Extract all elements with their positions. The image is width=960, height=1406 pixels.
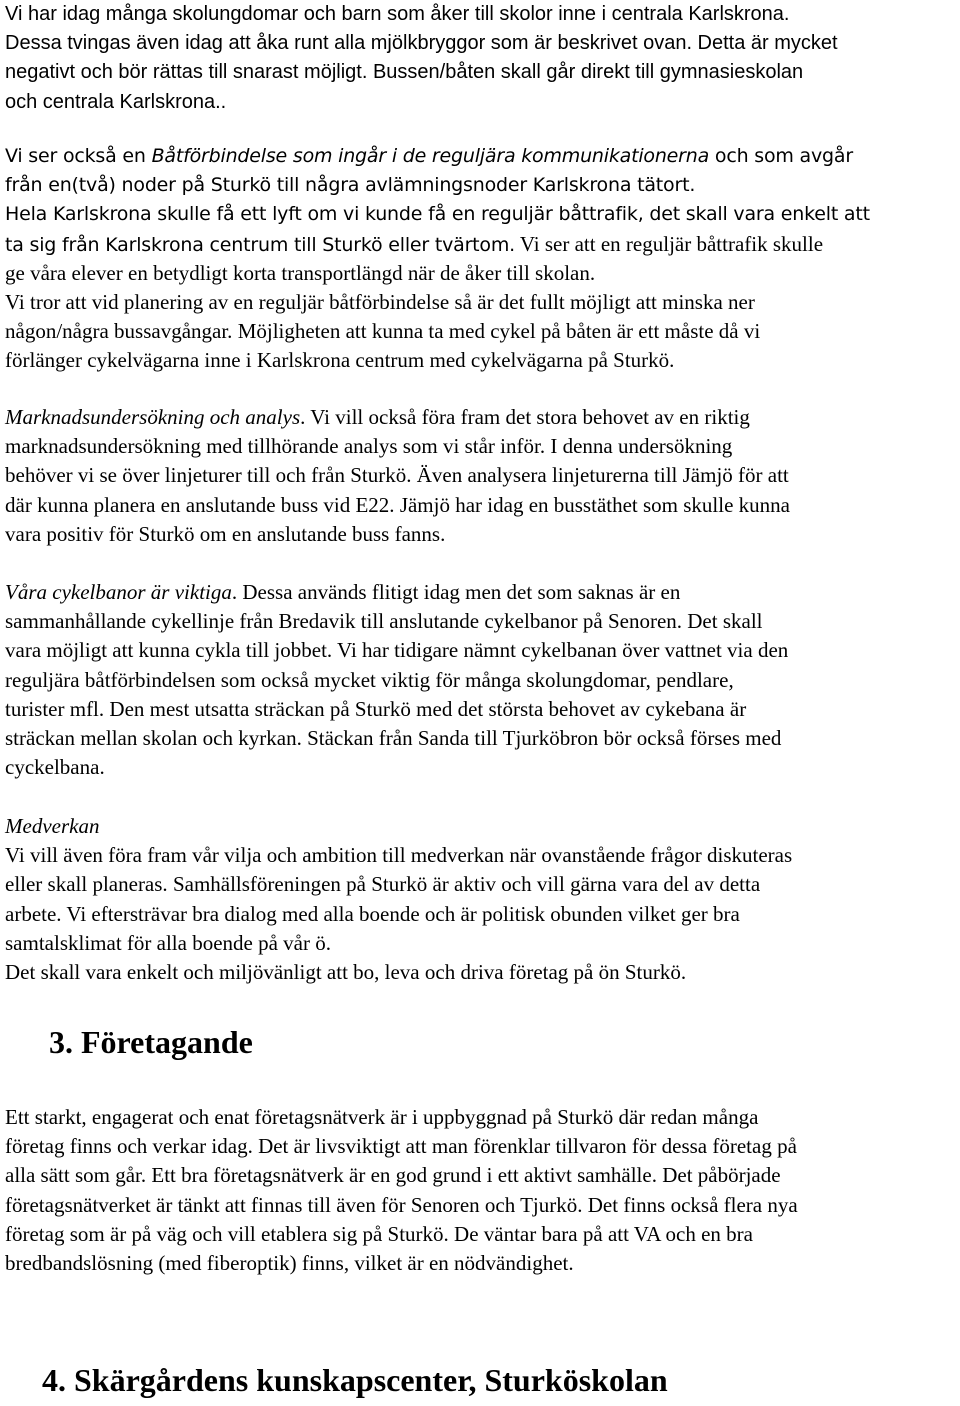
text-line: Vi tror att vid planering av en reguljär båtförbindelse så är det fullt möjligt att minska ner (5, 289, 755, 314)
text-line: reguljära båtförbindelsen som också mycket viktig för många skolungdomar, pendlare, (5, 667, 734, 692)
text-line: alla sätt som går. Ett bra företagsnätverk är en god grund i ett aktivt samhälle. Det påbörjade (5, 1163, 781, 1188)
text-line: turister mfl. Den mest utsatta sträckan på Sturkö med det största behovet av cykebana är (5, 696, 747, 721)
text-line: företag som är på väg och vill etablera sig på Sturkö. De väntar bara på att VA och en bra (5, 1221, 753, 1246)
paragraph-cycle-paths (5, 578, 957, 782)
paragraph-school-youth (5, 0, 957, 117)
text-line: ge våra elever en betydligt korta transportlängd när de åker till skolan. (5, 260, 596, 285)
text-line: Hela Karlskrona skulle få ett lyft om vi kunde få en reguljär båttrafik, det skall vara enkelt att (5, 203, 870, 226)
text-line: negativt och bör rättas till snarast möjligt. Bussen/båten skall går direkt till gymnasieskolan (5, 61, 804, 84)
text-line: Våra cykelbanor är viktiga. Dessa används flitigt idag men det som saknas är en (5, 580, 681, 604)
text-line: sträckan mellan skolan och kyrkan. Stäckan från Sanda till Tjurköbron bör också förses med (5, 725, 782, 750)
paragraph-market-research (5, 403, 957, 549)
paragraph-boat-connection (5, 142, 957, 376)
text-line: samtalsklimat för alla boende på vår ö. (5, 930, 331, 955)
text-line: Ett starkt, engagerat och enat företagsnätverk är i uppbyggnad på Sturkö där redan många (5, 1105, 759, 1129)
text-line: Dessa tvingas även idag att åka runt alla mjölkbryggor som är beskrivet ovan. Detta är mycket (5, 32, 838, 55)
text-line: från en(två) noder på Sturkö till några avlämningsnoder Karlskrona tätort. (5, 174, 696, 197)
text-line (5, 812, 957, 841)
emphasis: Båtförbindelse som ingår i de reguljära kommunikationerna (151, 145, 710, 167)
text-line: eller skall planeras. Samhällsföreningen på Sturkö är aktiv och vill gärna vara del av detta (5, 872, 761, 897)
text-line: Vi ser också en Båtförbindelse som ingår i de reguljära kommunikationerna och som avgår (5, 145, 853, 167)
text-line: cyckelbana. (5, 755, 105, 780)
emphasis: Våra cykelbanor är viktiga (5, 580, 232, 604)
section-heading-3: 3. Företagande (49, 1024, 253, 1060)
section-subtitle: Medverkan (5, 814, 100, 838)
text-line: förlänger cykelvägarna inne i Karlskrona centrum med cykelvägarna på Sturkö. (5, 348, 675, 373)
text-line: sammanhållande cykellinje från Bredavik till anslutande cykelbanor på Senoren. Det skall (5, 609, 763, 634)
paragraph-participation (5, 812, 957, 987)
text-line: företag finns och verkar idag. Det är livsviktigt att man förenklar tillvaron för dessa företag på (5, 1134, 797, 1159)
text-line: arbete. Vi eftersträvar bra dialog med alla boende och är politisk obunden vilket ger bra (5, 901, 740, 926)
text-line: vara positiv för Sturkö om en anslutande buss fanns. (5, 521, 446, 546)
paragraph-business-network (5, 1103, 957, 1278)
emphasis: Marknadsundersökning och analys (5, 405, 301, 429)
text-line: marknadsundersökning med tillhörande analys som vi står inför. I denna undersökning (5, 434, 733, 459)
text-line: där kunna planera en anslutande buss vid E22. Jämjö har idag en busstäthet som skulle kunna (5, 492, 790, 517)
text-line: vara möjligt att kunna cykla till jobbet. Vi har tidigare nämnt cykelbanan över vattnet via den (5, 638, 789, 663)
text-line: ta sig från Karlskrona centrum till Sturkö eller tvärtom. Vi ser att en reguljär båttrafik skulle (5, 231, 824, 256)
text-line: Marknadsundersökning och analys. Vi vill också föra fram det stora behovet av en riktig (5, 405, 750, 429)
section-heading-4: 4. Skärgårdens kunskapscenter, Sturköskolan (42, 1362, 668, 1398)
text-line: och centrala Karlskrona.. (5, 90, 227, 113)
text-line: Det skall vara enkelt och miljövänligt att bo, leva och driva företag på ön Sturkö. (5, 959, 687, 984)
text-line: företagsnätverket är tänkt att finnas till även för Senoren och Tjurkö. Det finns också flera nya (5, 1192, 798, 1217)
text-line: Vi har idag många skolungdomar och barn som åker till skolor inne i centrala Karlskrona. (5, 3, 790, 25)
text-line: bredbandslösning (med fiberoptik) finns, vilket är en nödvändighet. (5, 1250, 574, 1275)
text-line: någon/några bussavgångar. Möjligheten att kunna ta med cykel på båten är ett måste då vi (5, 319, 761, 344)
text-line: Vi vill även föra fram vår vilja och ambition till medverkan när ovanstående frågor diskuteras (5, 843, 793, 868)
text-line: behöver vi se över linjeturer till och från Sturkö. Även analysera linjeturerna till Jämjö för att (5, 463, 789, 488)
